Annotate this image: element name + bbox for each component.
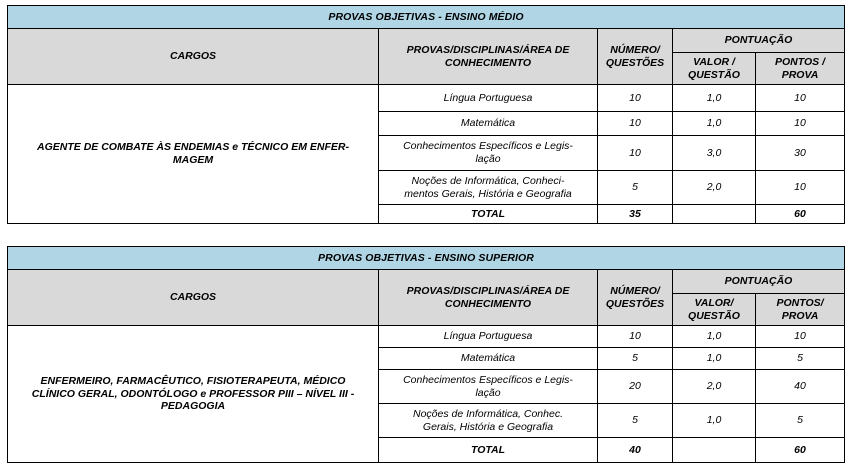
disciplina-line1: Língua Portuguesa <box>443 330 533 343</box>
provas-objetivas-ensino-medio-table <box>7 5 845 224</box>
numero-questoes-cell: 10 <box>598 136 673 171</box>
header-pontuacao: PONTUAÇÃO <box>673 29 845 53</box>
header-disciplinas <box>379 270 598 326</box>
disciplina-cell <box>379 171 598 205</box>
total-pontos-prova: 60 <box>756 205 845 224</box>
total-valor-questao <box>673 438 756 463</box>
header-pontuacao: PONTUAÇÃO <box>673 270 845 294</box>
header-pontos-prova <box>756 294 845 326</box>
numero-questoes-cell: 5 <box>598 404 673 438</box>
table-banner-title: PROVAS OBJETIVAS - ENSINO MÉDIO <box>8 6 845 29</box>
valor-questao-cell: 1,0 <box>673 404 756 438</box>
disciplina-cell <box>379 85 598 112</box>
cargos-line3: PEDAGOGIA <box>160 400 226 413</box>
disciplina-cell <box>379 370 598 404</box>
cargos-value <box>8 85 379 224</box>
disciplina-line2: mentos Gerais, História e Geografia <box>404 187 572 200</box>
header-disciplinas <box>379 29 598 85</box>
pontos-prova-cell: 10 <box>756 85 845 112</box>
cargos-value <box>8 326 379 463</box>
header-numero-questoes <box>598 270 673 326</box>
disciplina-cell <box>379 326 598 348</box>
disciplina-line1: Conhecimentos Específicos e Legis- <box>403 373 573 386</box>
pontos-prova-cell: 10 <box>756 112 845 136</box>
total-pontos-prova: 60 <box>756 438 845 463</box>
header-disciplinas-line1: PROVAS/DISCIPLINAS/ÁREA DE <box>406 43 570 56</box>
pontos-prova-cell: 30 <box>756 136 845 171</box>
valor-questao-cell: 1,0 <box>673 326 756 348</box>
disciplina-line2: Gerais, História e Geografia <box>422 420 554 433</box>
disciplina-line1: Noções de Informática, Conheci- <box>411 174 565 187</box>
header-disciplinas-line2: CONHECIMENTO <box>444 56 532 69</box>
disciplina-line2: lação <box>475 386 501 399</box>
valor-questao-cell: 2,0 <box>673 370 756 404</box>
disciplina-cell <box>379 348 598 370</box>
disciplina-cell <box>379 112 598 136</box>
total-valor-questao <box>673 205 756 224</box>
numero-questoes-cell: 5 <box>598 171 673 205</box>
table-row <box>8 326 845 348</box>
pontos-prova-cell: 10 <box>756 171 845 205</box>
disciplina-line1: Noções de Informática, Conhec. <box>413 407 563 420</box>
header-valor-questao <box>673 294 756 326</box>
header-numero-line2: QUESTÕES <box>605 297 665 310</box>
header-pontos-prova <box>756 53 845 85</box>
numero-questoes-cell: 10 <box>598 112 673 136</box>
numero-questoes-cell: 10 <box>598 85 673 112</box>
header-numero-line2: QUESTÕES <box>605 56 665 69</box>
table-header-row-primary <box>8 29 845 53</box>
total-numero-questoes: 35 <box>598 205 673 224</box>
disciplina-line1: Matemática <box>460 117 516 130</box>
numero-questoes-cell: 5 <box>598 348 673 370</box>
table-row <box>8 85 845 112</box>
header-pontos-line2: PROVA <box>781 309 819 322</box>
valor-questao-cell: 1,0 <box>673 348 756 370</box>
disciplina-line1: Língua Portuguesa <box>443 91 533 104</box>
table-banner-title: PROVAS OBJETIVAS - ENSINO SUPERIOR <box>8 247 845 270</box>
total-numero-questoes: 40 <box>598 438 673 463</box>
header-valor-questao <box>673 53 756 85</box>
provas-objetivas-ensino-superior-table <box>7 246 845 463</box>
header-valor-line2: QUESTÃO <box>688 68 740 81</box>
pontos-prova-cell: 40 <box>756 370 845 404</box>
cargos-line1: ENFERMEIRO, FARMACÊUTICO, FISIOTERAPEUTA, MÉDICO <box>40 374 346 387</box>
header-disciplinas-line1: PROVAS/DISCIPLINAS/ÁREA DE <box>406 284 570 297</box>
header-cargos: CARGOS <box>8 29 379 85</box>
header-numero-line1: NÚMERO/ <box>610 43 660 56</box>
header-pontos-line1: PONTOS / <box>775 55 825 68</box>
cargos-line2: MAGEM <box>172 154 214 166</box>
total-label: TOTAL <box>379 438 598 463</box>
header-pontos-line1: PONTOS/ <box>776 296 824 309</box>
header-valor-line1: VALOR/ <box>694 296 734 309</box>
header-numero-line1: NÚMERO/ <box>610 284 660 297</box>
header-valor-line2: QUESTÃO <box>688 309 740 322</box>
header-numero-questoes <box>598 29 673 85</box>
numero-questoes-cell: 20 <box>598 370 673 404</box>
pontos-prova-cell: 10 <box>756 326 845 348</box>
valor-questao-cell: 1,0 <box>673 112 756 136</box>
disciplina-line1: Conhecimentos Específicos e Legis- <box>403 140 573 153</box>
header-disciplinas-line2: CONHECIMENTO <box>444 297 532 310</box>
pontos-prova-cell: 5 <box>756 348 845 370</box>
table-banner-row <box>8 6 845 29</box>
numero-questoes-cell: 10 <box>598 326 673 348</box>
valor-questao-cell: 2,0 <box>673 171 756 205</box>
disciplina-cell <box>379 136 598 171</box>
disciplina-line1: Matemática <box>460 352 516 365</box>
table-banner-row <box>8 247 845 270</box>
header-pontos-line2: PROVA <box>781 68 819 81</box>
cargos-line2: CLÍNICO GERAL, ODONTÓLOGO e PROFESSOR PIII – NÍVEL III - <box>31 387 355 400</box>
valor-questao-cell: 3,0 <box>673 136 756 171</box>
total-label: TOTAL <box>379 205 598 224</box>
pontos-prova-cell: 5 <box>756 404 845 438</box>
header-cargos: CARGOS <box>8 270 379 326</box>
valor-questao-cell: 1,0 <box>673 85 756 112</box>
disciplina-cell <box>379 404 598 438</box>
disciplina-line2: lação <box>475 153 501 165</box>
table-header-row-primary <box>8 270 845 294</box>
header-valor-line1: VALOR / <box>693 55 735 68</box>
cargos-line1: AGENTE DE COMBATE ÀS ENDEMIAS e TÉCNICO EM ENFER- <box>37 141 349 154</box>
